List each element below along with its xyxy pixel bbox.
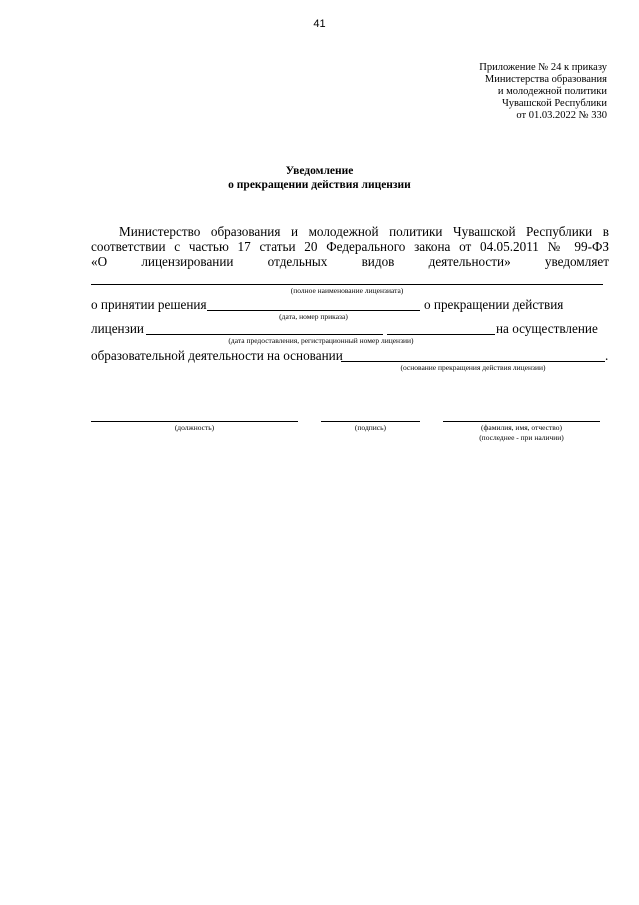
termination-basis-caption: (основание прекращения действия лицензии) (400, 363, 546, 372)
termination-label: о прекращении действия (424, 297, 564, 312)
decision-label: о принятии решения (91, 297, 207, 312)
licensee-name-line[interactable] (91, 284, 603, 285)
signature-caption: (подпись) (354, 423, 387, 432)
period-mark: . (605, 348, 609, 363)
title-line: о прекращении действия лицензии (228, 179, 411, 191)
notice-paragraph (91, 224, 609, 269)
appendix-line: Чувашской Республики (501, 98, 607, 109)
licensee-name-caption: (полное наименование лицензиата) (290, 286, 404, 295)
license-label: лицензии (91, 321, 144, 336)
appendix-line: и молодежной политики (497, 86, 607, 97)
license-date-caption: (дата предоставления, регистрационный номер лицензии) (228, 336, 414, 345)
paragraph-line: Министерство образования и молодежной политики Чувашской Республики в (119, 224, 609, 239)
position-line[interactable] (91, 421, 298, 422)
activity-label: на осуществление (496, 321, 598, 336)
appendix-line: от 01.03.2022 № 330 (516, 110, 607, 121)
signature-line[interactable] (321, 421, 420, 422)
order-date-line[interactable] (207, 310, 420, 311)
license-date-line[interactable] (146, 334, 383, 335)
full-name-line[interactable] (443, 421, 600, 422)
license-number-line[interactable] (387, 334, 495, 335)
page-number: 41 (313, 18, 326, 30)
title-line: Уведомление (285, 165, 354, 177)
order-date-caption: (дата, номер приказа) (279, 312, 348, 321)
full-name-caption: (фамилия, имя, отчество) (481, 423, 562, 432)
full-name-note-caption: (последнее - при наличии) (479, 433, 564, 442)
appendix-line: Министерства образования (484, 74, 607, 85)
paragraph-line: «О лицензировании отдельных видов деятельности» уведомляет (91, 254, 609, 269)
document-title (0, 164, 639, 192)
appendix-block (479, 62, 607, 122)
termination-basis-line[interactable] (341, 361, 605, 362)
appendix-line: Приложение № 24 к приказу (479, 62, 607, 73)
paragraph-line: соответствии с частью 17 статьи 20 Федерального закона от 04.05.2011 № 99-ФЗ (91, 239, 609, 254)
educational-label: образовательной деятельности на основании (91, 348, 343, 363)
position-caption: (должность) (174, 423, 215, 432)
